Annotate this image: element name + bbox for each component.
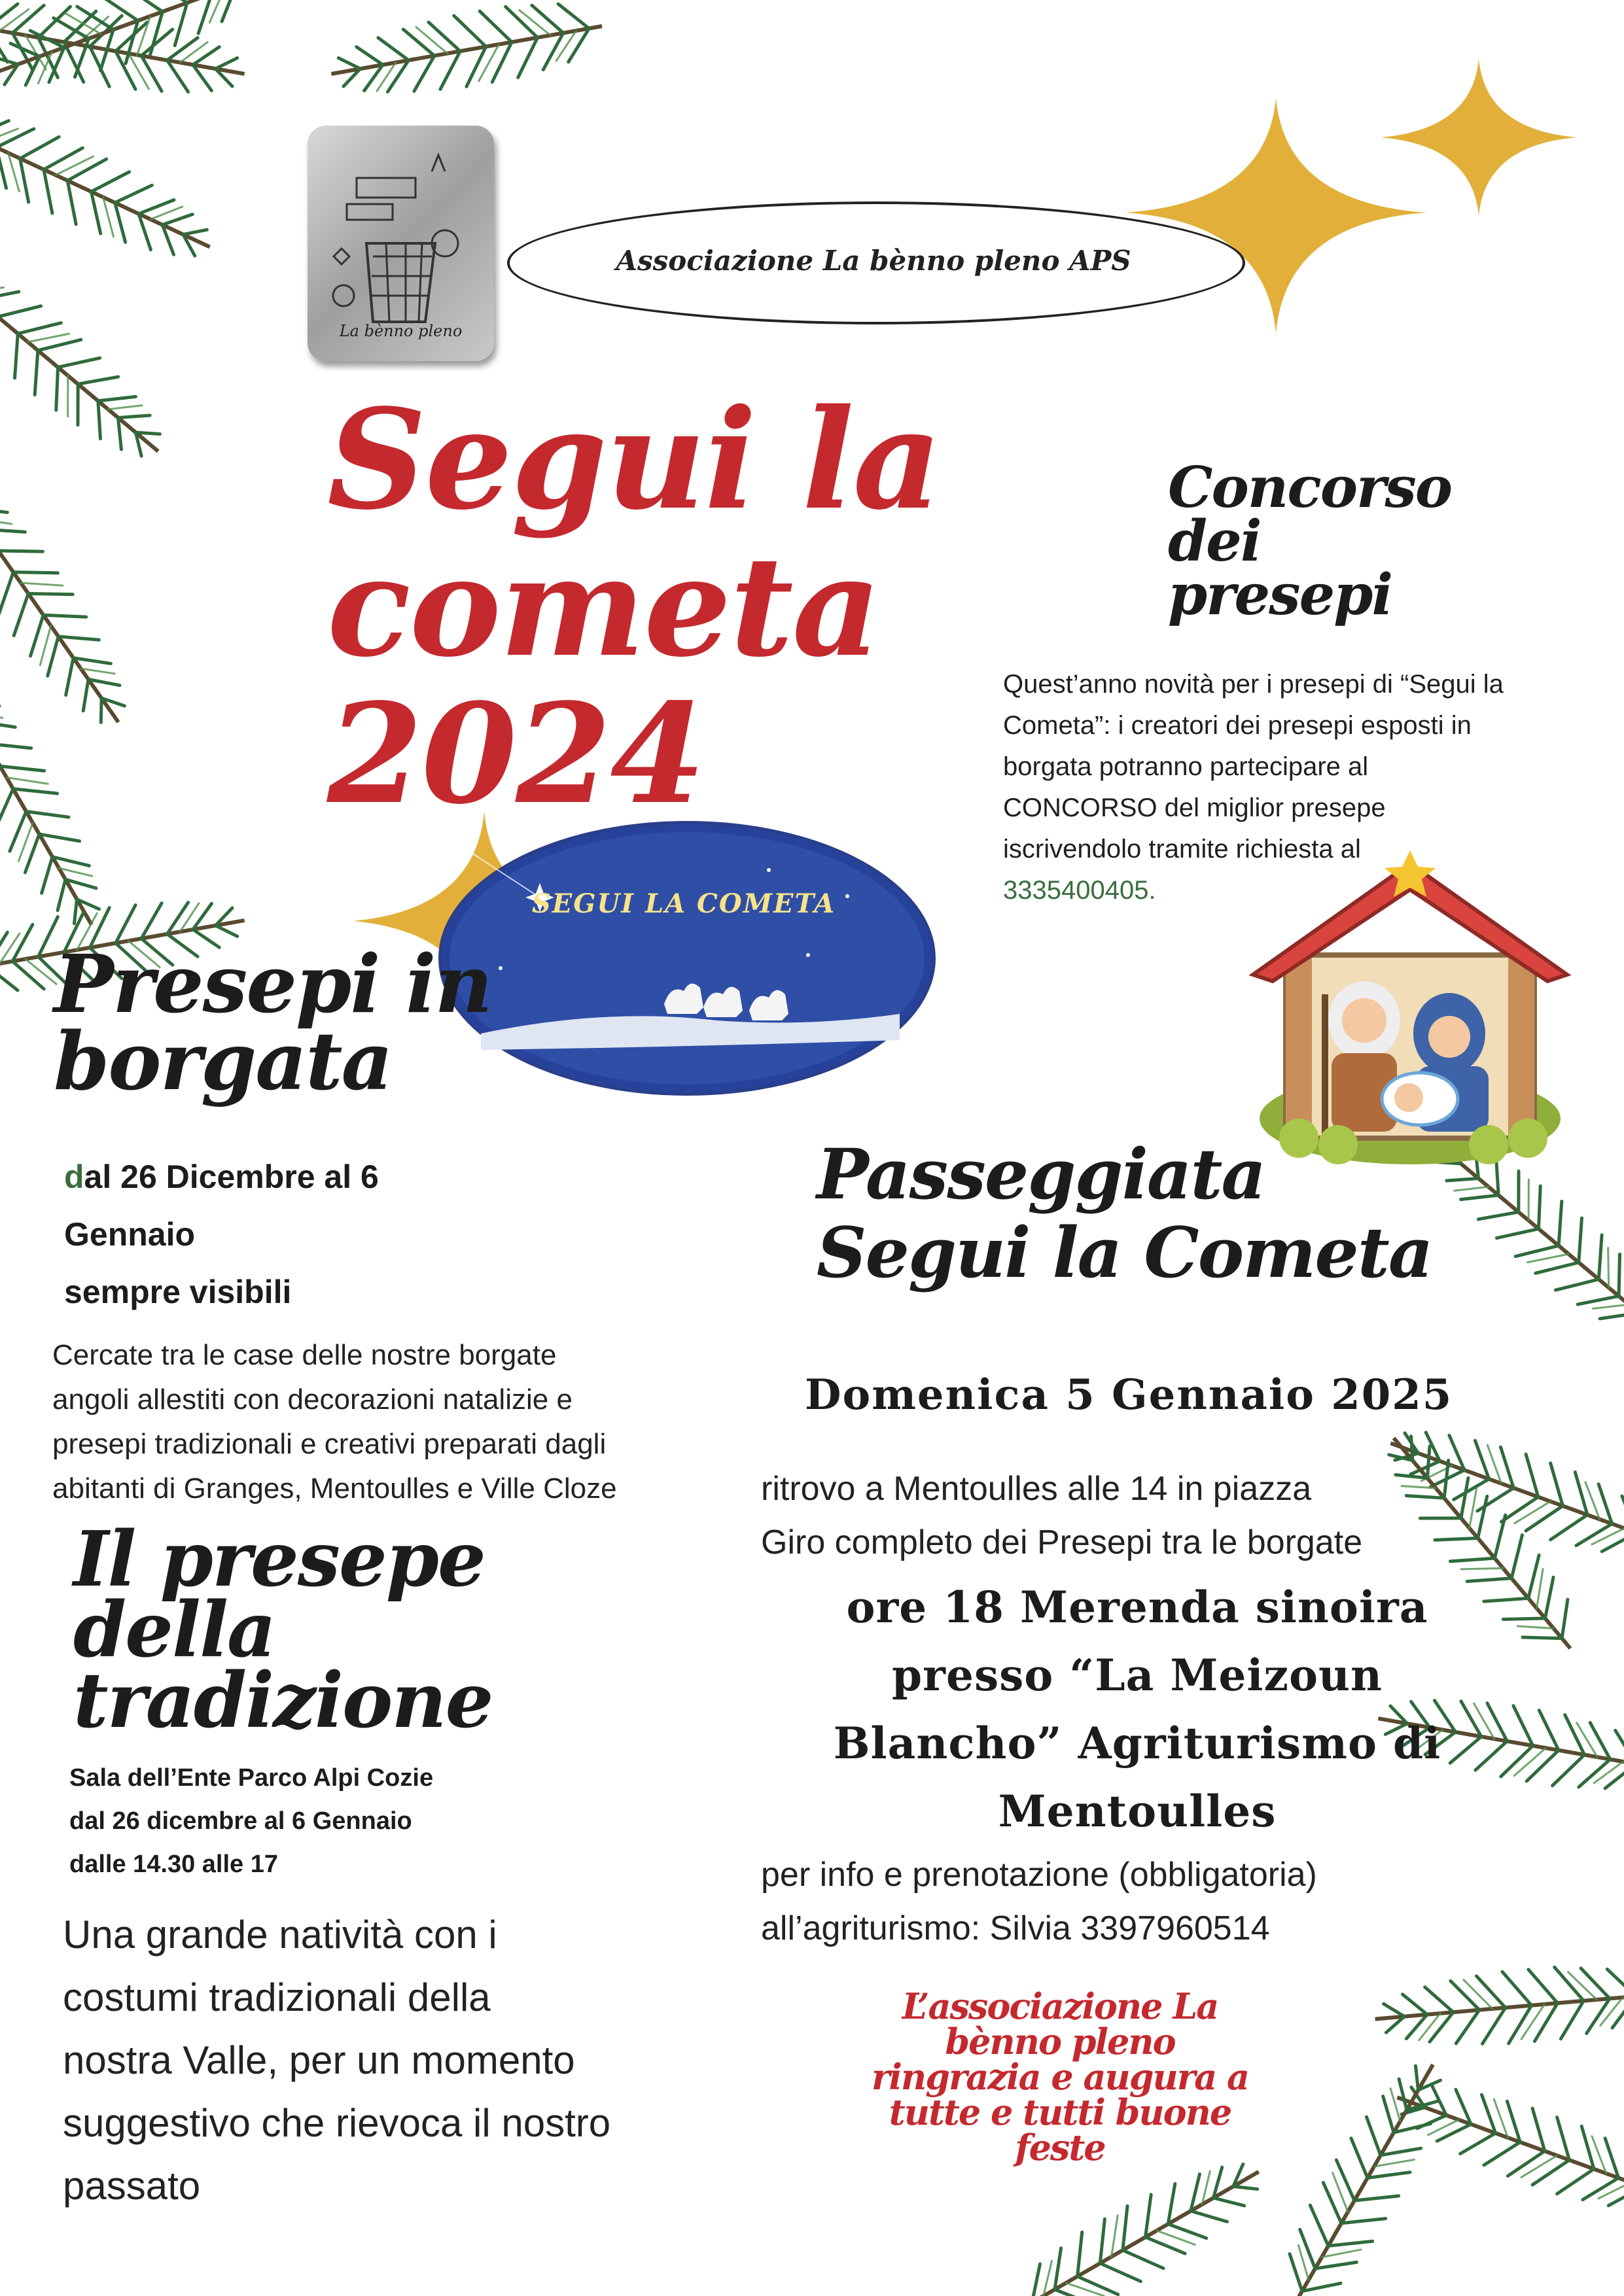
concorso-heading-line1: Concorso: [1168, 455, 1452, 521]
tradizione-detail-line: dalle 14.30 alle 17: [69, 1851, 279, 1878]
booking-contact-info: [761, 1848, 1513, 1955]
presepi-text-line: presepi tradizionali e creativi preparati dagli: [52, 1428, 607, 1460]
merenda-line: ore 18 Merenda sinoira: [846, 1582, 1428, 1633]
presepi-dates-line1: al 26 Dicembre al 6: [84, 1158, 379, 1195]
association-name: Associazione La bènno pleno APS: [616, 244, 1131, 277]
thanks-line: L’associazione La: [902, 1985, 1218, 2027]
thanks-line: tutte e tutti buone: [889, 2091, 1231, 2133]
passeggiata-text-line: ritrovo a Mentoulles alle 14 in piazza: [761, 1470, 1312, 1508]
main-title-line1: Segui la: [327, 379, 941, 540]
tradizione-description: [63, 1904, 763, 2218]
tradizione-text-line: nostra Valle, per un momento: [63, 2038, 575, 2082]
presepi-text-line: angoli allestiti con decorazioni natalizie e: [52, 1383, 573, 1416]
tradizione-detail-line: dal 26 dicembre al 6 Gennaio: [69, 1807, 412, 1835]
passeggiata-date: Domenica 5 Gennaio 2025: [805, 1370, 1453, 1419]
presepi-dates-line3: sempre visibili: [64, 1274, 292, 1310]
tradizione-text-line: suggestivo che rievoca il nostro: [63, 2101, 611, 2145]
tradizione-detail-line: Sala dell’Ente Parco Alpi Cozie: [69, 1764, 434, 1792]
concorso-heading-line3: presepi: [1168, 562, 1392, 628]
main-title: [327, 379, 941, 835]
thanks-line: bènno pleno: [945, 2021, 1175, 2062]
presepi-text-line: abitanti di Granges, Mentoulles e Ville Cloze: [52, 1472, 617, 1505]
segui-la-cometa-logo-text: SEGUI LA COMETA: [531, 888, 836, 919]
passeggiata-heading: [817, 1135, 1432, 1292]
concorso-text-line: CONCORSO del miglior presepe: [1003, 793, 1386, 822]
merenda-line: Blancho” Agriturismo di: [833, 1718, 1441, 1769]
passeggiata-heading-line2: Segui la Cometa: [817, 1211, 1432, 1293]
main-title-line2: cometa: [327, 526, 880, 687]
booking-text-line: per info e prenotazione (obbligatoria): [761, 1856, 1317, 1894]
presepi-dates: [64, 1148, 379, 1321]
tradizione-details: [69, 1756, 433, 1886]
presepi-dates-line2: Gennaio: [64, 1216, 196, 1253]
concorso-heading: [1168, 455, 1452, 628]
tradizione-text-line: costumi tradizionali della: [63, 1975, 491, 2019]
presepi-heading-line2: borgata: [54, 1014, 392, 1108]
tradizione-heading-line1: Il presepe: [73, 1515, 485, 1604]
tradizione-heading-line2: della: [73, 1586, 275, 1675]
segui-la-cometa-logo: [438, 821, 936, 1096]
logo-caption: La bènno pleno: [339, 322, 463, 340]
booking-text-line: all’agriturismo: Silvia 3397960514: [761, 1909, 1270, 1947]
tradizione-text-line: Una grande natività con i: [63, 1913, 497, 1957]
concorso-heading-line2: dei: [1168, 508, 1261, 574]
presepi-description: [52, 1333, 707, 1511]
tradizione-heading-line3: tradizione: [73, 1656, 493, 1745]
concorso-text-line: Quest’anno novità per i presepi di “Segui la: [1003, 670, 1504, 699]
merenda-sinoira-info: [761, 1573, 1513, 1845]
tradizione-heading: [73, 1515, 493, 1745]
merenda-line: presso “La Meizoun: [892, 1650, 1383, 1701]
thanks-line: feste: [1015, 2127, 1105, 2168]
concorso-phone-number: 3335400405.: [1003, 876, 1156, 905]
association-logo-badge: [308, 126, 494, 361]
tradizione-text-line: passato: [63, 2164, 201, 2208]
concorso-text-line: Cometa”: i creatori dei presepi esposti in: [1003, 711, 1472, 740]
comet-and-magi-icon: [442, 824, 932, 1092]
gold-star-small: [1381, 59, 1577, 216]
presepi-borgata-heading: [54, 937, 492, 1108]
passeggiata-heading-line1: Passeggiata: [817, 1133, 1265, 1215]
passeggiata-text-line: Giro completo dei Presepi tra le borgate: [761, 1523, 1363, 1561]
concorso-text-line: borgata potranno partecipare al: [1003, 752, 1369, 781]
nativity-scene-illustration: [1240, 844, 1580, 1171]
concorso-text-line: iscrivendolo tramite richiesta al: [1003, 835, 1361, 863]
merenda-line: Mentoulles: [998, 1786, 1277, 1837]
passeggiata-meeting-info: [761, 1462, 1513, 1569]
presepi-heading-line1: Presepi in: [54, 937, 492, 1031]
presepi-dates-initial: d: [64, 1158, 84, 1195]
presepi-text-line: Cercate tra le case delle nostre borgate: [52, 1339, 557, 1371]
thanks-greeting: [854, 1985, 1266, 2168]
main-title-line3: 2024: [327, 673, 705, 835]
thanks-line: ringrazia e augura a: [871, 2056, 1249, 2098]
